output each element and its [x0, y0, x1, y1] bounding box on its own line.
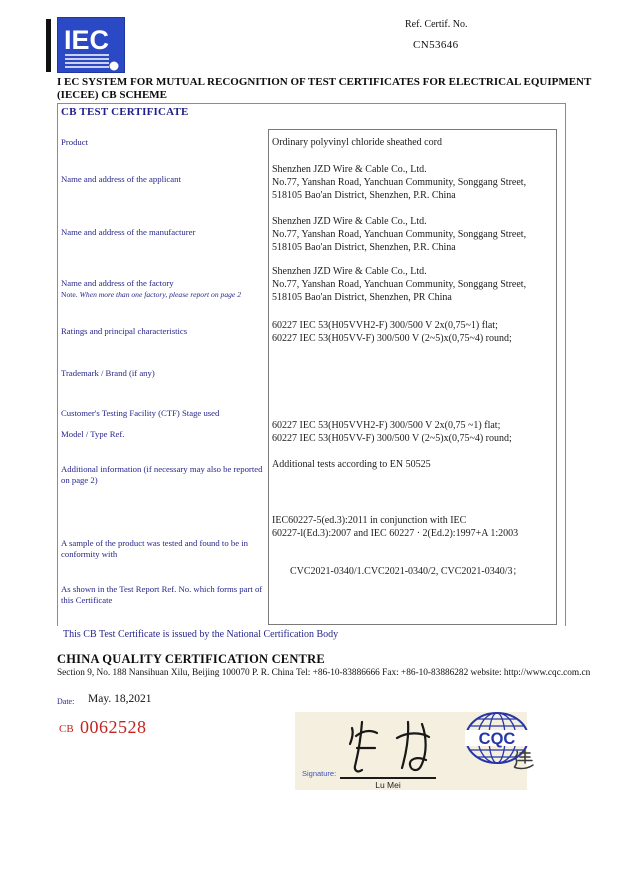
certification-body-contact: Section 9, No. 188 Nansihuan Xilu, Beijing 100070 P. R. China Tel: +86-10-83886666 Fax: +86-10-83886282 website: http://www.cqc.com.cn [57, 668, 591, 678]
value-line: Shenzhen JZD Wire & Cable Co., Ltd. [272, 266, 427, 277]
signature-line [340, 777, 436, 779]
certification-body-name: CHINA QUALITY CERTIFICATION CENTRE [57, 652, 325, 666]
value-product [272, 136, 552, 149]
value-additional-info [272, 458, 552, 471]
iec-logo-text: IEC [64, 25, 110, 55]
cb-number-prefix: CB [59, 723, 74, 735]
factory-note [61, 290, 266, 299]
iec-logo-graphic [57, 17, 125, 73]
value-line: Ordinary polyvinyl chloride sheathed cord [272, 137, 442, 148]
label-product: Product [61, 137, 89, 147]
value-line: 60227 IEC 53(H05VVH2-F) 300/500 V 2x(0,75~1) flat; [272, 320, 498, 331]
value-line: CVC2021-0340/1.CVC2021-0340/2, CVC2021-0340/3； [290, 566, 523, 577]
signatory-name: Lu Mei [375, 780, 401, 790]
value-line: 518105 Bao'an District, Shenzhen, P.R. China [272, 242, 456, 253]
label-model-type: Model / Type Ref. [61, 429, 125, 439]
value-line: Shenzhen JZD Wire & Cable Co., Ltd. [272, 164, 427, 175]
label-trademark: Trademark / Brand (if any) [61, 368, 155, 378]
value-line: No.77, Yanshan Road, Yanchuan Community, Songgang Street, [272, 229, 527, 240]
value-ratings [272, 319, 552, 345]
ref-certif-label: Ref. Certif. No. [405, 19, 468, 30]
certificate-title: CB TEST CERTIFICATE [61, 106, 189, 118]
issuer-note: This CB Test Certificate is issued by the National Certification Body [63, 629, 339, 640]
value-conformity [272, 514, 552, 540]
value-line: 60227-l(Ed.3):2007 and IEC 60227 · 2(Ed.2):1997+A 1:2003 [272, 528, 519, 539]
value-line: 60227 IEC 53(H05VV-F) 300/500 V (2~5)x(0,75~4) round; [272, 433, 512, 444]
value-test-report [290, 565, 570, 578]
value-line: IEC60227-5(ed.3):2011 in conjunction with IEC [272, 515, 467, 526]
iec-logo [57, 17, 125, 73]
label-ratings: Ratings and principal characteristics [61, 326, 188, 336]
label-additional-info: Additional information (if necessary may also be reported on page 2) [61, 464, 263, 485]
value-line: No.77, Yanshan Road, Yanchuan Community, Songgang Street, [272, 177, 527, 188]
label-test-report: As shown in the Test Report Ref. No. which forms part of this Certificate [61, 584, 263, 605]
value-factory [272, 265, 552, 304]
value-line: Additional tests according to EN 50525 [272, 459, 431, 470]
scan-edge-bar [46, 19, 51, 72]
value-manufacturer [272, 215, 552, 254]
iec-logo-lines [65, 55, 109, 67]
value-line: Shenzhen JZD Wire & Cable Co., Ltd. [272, 216, 427, 227]
value-line: 60227 IEC 53(H05VV-F) 300/500 V (2~5)x(0,75~4) round; [272, 333, 512, 344]
label-ctf-stage: Customer's Testing Facility (CTF) Stage used [61, 408, 220, 418]
label-manufacturer: Name and address of the manufacturer [61, 227, 196, 237]
handwritten-signature [342, 714, 452, 780]
signature-label: Signature: [302, 769, 337, 778]
scheme-title-line2: (IECEE) CB SCHEME [57, 89, 168, 101]
date-value: May. 18,2021 [88, 693, 152, 705]
values-box-border [268, 129, 557, 625]
seal-character [513, 748, 535, 770]
cqc-logo-text: CQC [478, 730, 516, 748]
label-conformity: A sample of the product was tested and found to be in conformity with [61, 538, 248, 559]
cb-number: 0062528 [80, 717, 147, 737]
label-applicant: Name and address of the applicant [61, 174, 181, 184]
value-line: No.77, Yanshan Road, Yanchuan Community, Songgang Street, [272, 279, 527, 290]
value-line: 60227 IEC 53(H05VVH2-F) 300/500 V 2x(0,75 ~1) flat; [272, 420, 501, 431]
date-label: Date: [57, 697, 75, 706]
iec-logo-dot [110, 62, 119, 71]
scheme-title [57, 76, 602, 102]
value-line: 518105 Bao'an District, Shenzhen, PR China [272, 292, 452, 303]
ref-certif-number: CN53646 [413, 39, 459, 51]
factory-note-label: Note. [61, 290, 78, 299]
value-line: 518105 Bao'an District, Shenzhen, P.R. China [272, 190, 456, 201]
value-applicant [272, 163, 552, 202]
value-model-type [272, 419, 552, 445]
scheme-title-line1: I EC SYSTEM FOR MUTUAL RECOGNITION OF TEST CERTIFICATES FOR ELECTRICAL EQUIPMENT [57, 76, 592, 88]
factory-note-text: When more than one factory, please report on page 2 [79, 290, 241, 299]
label-factory: Name and address of the factory [61, 278, 174, 288]
